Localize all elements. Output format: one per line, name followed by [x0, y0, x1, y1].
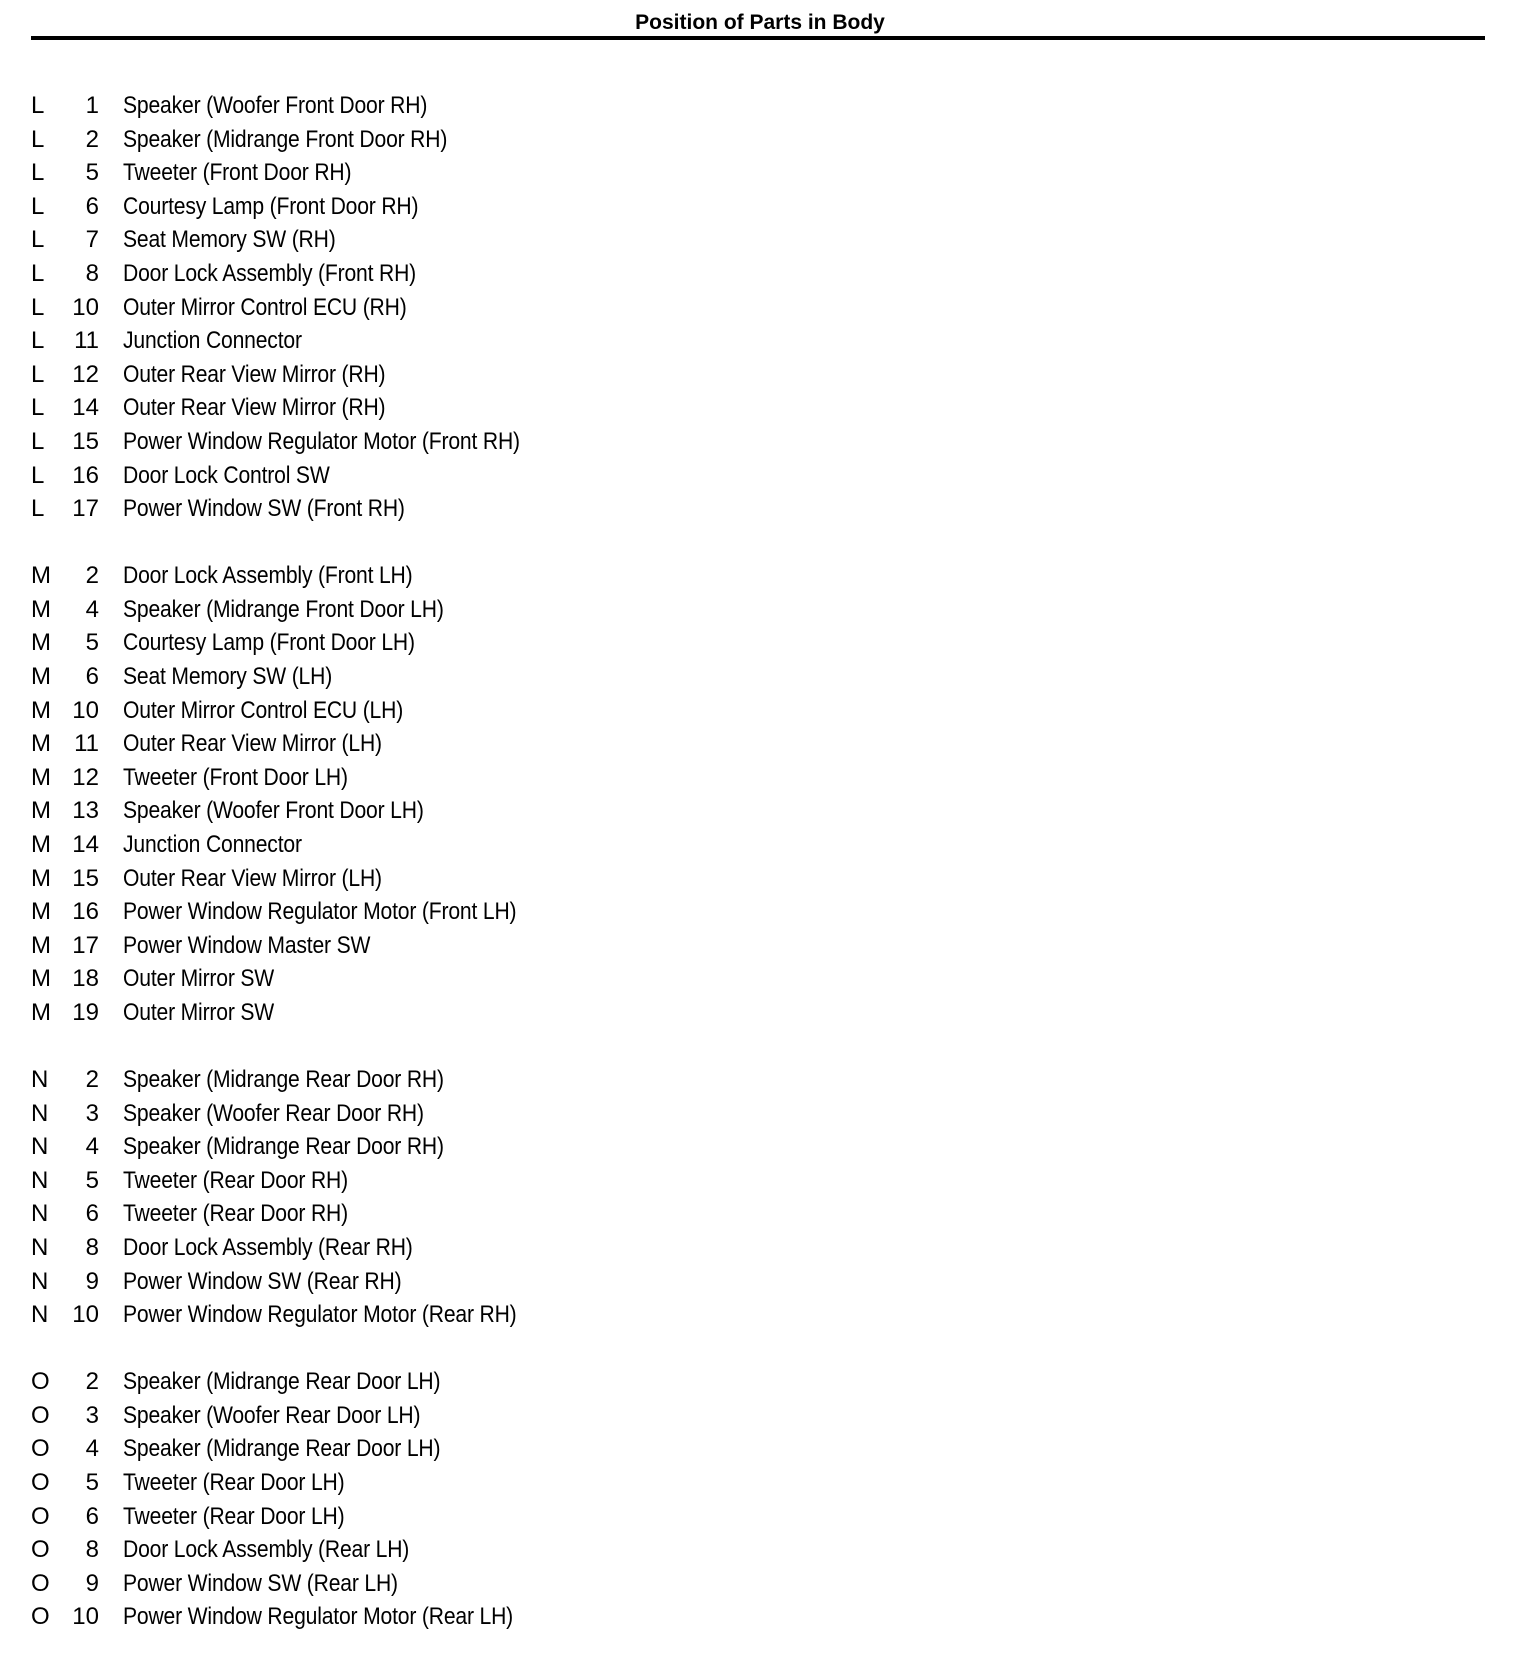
part-description: Power Window SW (Rear RH) — [123, 1267, 402, 1295]
part-description: Tweeter (Rear Door RH) — [123, 1166, 348, 1194]
part-description: Tweeter (Front Door RH) — [123, 159, 352, 187]
location-number: 2 — [85, 125, 99, 153]
location-letter: M — [31, 730, 51, 758]
location-letter: O — [31, 1536, 50, 1564]
location-number: 12 — [72, 360, 99, 388]
location-number: 7 — [85, 226, 99, 254]
location-letter: N — [31, 1066, 49, 1094]
location-letter: M — [31, 629, 51, 657]
location-letter: M — [31, 998, 51, 1026]
location-letter: O — [31, 1569, 50, 1597]
list-item — [31, 358, 931, 392]
list-item — [31, 89, 931, 123]
location-letter: N — [31, 1099, 49, 1127]
location-letter: M — [31, 898, 51, 926]
location-letter: L — [31, 192, 45, 220]
location-number: 5 — [85, 629, 99, 657]
part-description: Speaker (Woofer Front Door LH) — [123, 797, 424, 825]
location-letter: L — [31, 226, 45, 254]
location-number: 8 — [85, 259, 99, 287]
location-number: 3 — [85, 1099, 99, 1127]
location-number: 16 — [72, 461, 99, 489]
part-description: Junction Connector — [123, 327, 302, 355]
location-number: 13 — [72, 797, 99, 825]
list-item — [31, 1500, 931, 1534]
part-description: Speaker (Woofer Front Door RH) — [123, 92, 428, 119]
part-description: Speaker (Woofer Rear Door LH) — [123, 1401, 421, 1429]
list-item — [31, 694, 931, 728]
part-description: Outer Mirror Control ECU (RH) — [123, 293, 407, 321]
part-description: Tweeter (Rear Door LH) — [123, 1502, 345, 1530]
location-letter: M — [31, 965, 51, 993]
list-item — [31, 1600, 931, 1634]
location-letter: M — [31, 864, 51, 892]
location-number: 17 — [72, 495, 99, 523]
list-item — [31, 324, 931, 358]
part-description: Door Lock Assembly (Front RH) — [123, 259, 417, 287]
location-number: 10 — [72, 293, 99, 321]
location-number: 6 — [85, 1502, 99, 1530]
list-item — [31, 1466, 931, 1500]
part-description: Outer Mirror SW — [123, 998, 275, 1026]
location-letter: L — [31, 394, 45, 422]
list-item — [31, 929, 931, 963]
list-item — [31, 459, 931, 493]
part-description: Courtesy Lamp (Front Door LH) — [123, 629, 415, 657]
part-description: Power Window SW (Front RH) — [123, 495, 405, 523]
part-description: Outer Rear View Mirror (LH) — [123, 864, 382, 892]
part-description: Tweeter (Rear Door LH) — [123, 1469, 345, 1497]
part-description: Outer Mirror Control ECU (LH) — [123, 696, 404, 724]
list-item — [31, 1130, 931, 1164]
list-item — [31, 1164, 931, 1198]
location-number: 5 — [85, 1166, 99, 1194]
list-item — [31, 626, 931, 660]
list-item — [31, 559, 931, 593]
location-number: 2 — [85, 562, 99, 590]
list-item — [31, 1432, 931, 1466]
location-letter: L — [31, 125, 45, 153]
location-letter: L — [31, 259, 45, 287]
list-item — [31, 291, 931, 325]
part-description: Power Window Regulator Motor (Rear RH) — [123, 1301, 517, 1329]
list-item — [31, 828, 931, 862]
location-number: 14 — [72, 394, 99, 422]
part-description: Power Window Master SW — [123, 931, 371, 959]
location-number: 6 — [85, 663, 99, 690]
location-letter: O — [31, 1368, 50, 1396]
part-description: Outer Mirror SW — [123, 965, 275, 993]
location-number: 11 — [74, 327, 99, 355]
list-item — [31, 895, 931, 929]
parts-group-m — [31, 559, 931, 1029]
list-item — [31, 223, 931, 257]
location-letter: N — [31, 1200, 49, 1228]
list-item — [31, 156, 931, 190]
location-number: 17 — [72, 931, 99, 959]
list-item — [31, 1298, 931, 1332]
part-description: Courtesy Lamp (Front Door RH) — [123, 192, 419, 220]
list-item — [31, 727, 931, 761]
part-description: Speaker (Midrange Rear Door RH) — [123, 1066, 444, 1094]
part-description: Speaker (Midrange Rear Door LH) — [123, 1368, 441, 1396]
part-description: Speaker (Midrange Front Door RH) — [123, 125, 448, 153]
list-item — [31, 1567, 931, 1601]
list-item — [31, 1197, 931, 1231]
location-number: 5 — [85, 159, 99, 187]
list-item — [31, 660, 931, 694]
list-item — [31, 1063, 931, 1097]
location-letter: N — [31, 1301, 49, 1329]
part-description: Power Window SW (Rear LH) — [123, 1569, 398, 1597]
part-description: Seat Memory SW (RH) — [123, 226, 336, 254]
location-number: 14 — [72, 830, 99, 858]
location-letter: N — [31, 1267, 49, 1295]
location-number: 19 — [72, 998, 99, 1026]
list-item — [31, 425, 931, 459]
part-description: Outer Rear View Mirror (LH) — [123, 730, 382, 758]
part-description: Junction Connector — [123, 830, 302, 858]
location-letter: L — [31, 427, 45, 455]
location-letter: M — [31, 663, 51, 690]
page-title: Position of Parts in Body — [635, 11, 885, 34]
location-number: 8 — [85, 1234, 99, 1261]
location-number: 10 — [72, 1301, 99, 1329]
list-item — [31, 257, 931, 291]
list-item — [31, 1265, 931, 1299]
location-letter: O — [31, 1435, 50, 1463]
location-letter: L — [31, 293, 45, 321]
part-description: Power Window Regulator Motor (Front RH) — [123, 427, 520, 455]
location-letter: O — [31, 1603, 50, 1631]
location-letter: N — [31, 1234, 49, 1261]
location-letter: M — [31, 595, 51, 623]
location-number: 4 — [85, 1133, 99, 1161]
parts-group-n — [31, 1063, 931, 1332]
location-letter: M — [31, 830, 51, 858]
parts-group-l — [31, 89, 931, 526]
location-letter: M — [31, 797, 51, 825]
location-number: 10 — [72, 696, 99, 724]
part-description: Tweeter (Rear Door RH) — [123, 1200, 348, 1228]
location-number: 4 — [85, 595, 99, 623]
parts-group-o — [31, 1365, 931, 1634]
location-letter: M — [31, 562, 51, 590]
part-description: Speaker (Midrange Rear Door LH) — [123, 1435, 441, 1463]
list-item — [31, 492, 931, 526]
location-letter: N — [31, 1166, 49, 1194]
location-letter: L — [31, 327, 45, 355]
location-letter: L — [31, 360, 45, 388]
part-description: Seat Memory SW (LH) — [123, 663, 333, 690]
location-letter: O — [31, 1401, 50, 1429]
location-letter: M — [31, 763, 51, 791]
parts-list — [31, 89, 931, 1668]
part-description: Door Lock Assembly (Front LH) — [123, 562, 413, 590]
location-number: 16 — [72, 898, 99, 926]
list-item — [31, 593, 931, 627]
location-letter: L — [31, 92, 45, 119]
location-letter: N — [31, 1133, 49, 1161]
part-description: Door Lock Assembly (Rear LH) — [123, 1536, 410, 1564]
location-number: 15 — [72, 864, 99, 892]
location-number: 4 — [85, 1435, 99, 1463]
location-number: 10 — [72, 1603, 99, 1631]
location-number: 15 — [72, 427, 99, 455]
part-description: Speaker (Midrange Front Door LH) — [123, 595, 444, 623]
list-item — [31, 1533, 931, 1567]
location-letter: O — [31, 1469, 50, 1497]
location-number: 1 — [85, 92, 99, 119]
location-number: 9 — [85, 1267, 99, 1295]
location-number: 6 — [85, 1200, 99, 1228]
part-description: Power Window Regulator Motor (Rear LH) — [123, 1603, 514, 1631]
location-number: 2 — [85, 1066, 99, 1094]
location-number: 18 — [72, 965, 99, 993]
part-description: Door Lock Control SW — [123, 461, 330, 489]
list-item — [31, 1231, 931, 1265]
location-letter: L — [31, 495, 45, 523]
location-number: 9 — [85, 1569, 99, 1597]
location-letter: M — [31, 931, 51, 959]
list-item — [31, 794, 931, 828]
list-item — [31, 962, 931, 996]
location-number: 6 — [85, 192, 99, 220]
part-description: Door Lock Assembly (Rear RH) — [123, 1234, 413, 1261]
list-item — [31, 1365, 931, 1399]
location-number: 3 — [85, 1401, 99, 1429]
list-item — [31, 391, 931, 425]
list-item — [31, 862, 931, 896]
part-description: Power Window Regulator Motor (Front LH) — [123, 898, 517, 926]
list-item — [31, 1399, 931, 1433]
location-number: 12 — [72, 763, 99, 791]
location-letter: O — [31, 1502, 50, 1530]
location-letter: L — [31, 461, 45, 489]
part-description: Outer Rear View Mirror (RH) — [123, 394, 386, 422]
list-item — [31, 761, 931, 795]
location-number: 2 — [85, 1368, 99, 1396]
list-item — [31, 190, 931, 224]
location-letter: L — [31, 159, 45, 187]
part-description: Speaker (Woofer Rear Door RH) — [123, 1099, 424, 1127]
part-description: Outer Rear View Mirror (RH) — [123, 360, 386, 388]
location-letter: M — [31, 696, 51, 724]
list-item — [31, 1097, 931, 1131]
location-number: 8 — [85, 1536, 99, 1564]
location-number: 5 — [85, 1469, 99, 1497]
part-description: Speaker (Midrange Rear Door RH) — [123, 1133, 444, 1161]
title-divider — [31, 36, 1485, 40]
list-item — [31, 996, 931, 1030]
location-number: 11 — [74, 730, 99, 758]
list-item — [31, 123, 931, 157]
part-description: Tweeter (Front Door LH) — [123, 763, 348, 791]
